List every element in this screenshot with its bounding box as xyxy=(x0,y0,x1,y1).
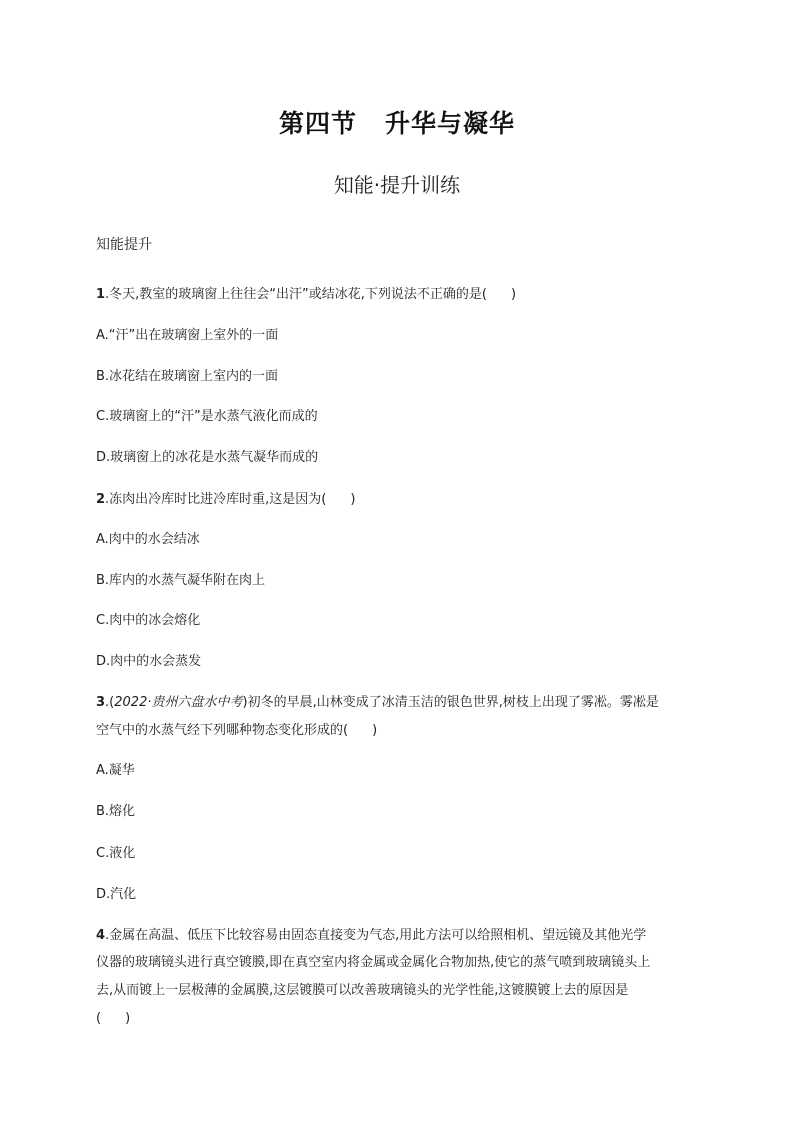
question-2-option-a[interactable]: A.肉中的水会结冰 xyxy=(96,532,200,547)
question-4-stem-line3: 去,从而镀上一层极薄的金属膜,这层镀膜可以改善玻璃镜头的光学性能,这镀膜镀上去的原因是 xyxy=(96,983,629,998)
question-2-option-d[interactable]: D.肉中的水会蒸发 xyxy=(96,654,202,669)
page-subtitle: 知能·提升训练 xyxy=(333,173,461,197)
question-3-option-c[interactable]: C.液化 xyxy=(96,846,136,861)
paren-close: ) xyxy=(511,287,517,302)
question-4-answer-paren xyxy=(96,1008,130,1030)
paren-close: ) xyxy=(350,492,356,507)
question-4-stem-line1 xyxy=(96,925,646,947)
title-topic: 升华与凝华 xyxy=(385,109,516,138)
title-section-number: 第四节 xyxy=(278,109,357,138)
paren-close: ) xyxy=(125,1011,131,1026)
question-4-stem-line2: 仪器的玻璃镜头进行真空镀膜,即在真空室内将金属或金属化合物加热,使它的蒸气喷到玻璃镜头上 xyxy=(96,955,651,970)
question-number: 2 xyxy=(96,492,106,507)
question-3-option-d[interactable]: D.汽化 xyxy=(96,887,137,902)
question-text: .冻肉出冷库时比进冷库时重,这是因为( xyxy=(105,492,327,507)
question-number: 4 xyxy=(96,928,106,943)
question-3-option-b[interactable]: B.熔化 xyxy=(96,804,136,819)
question-text: 空气中的水蒸气经下列哪种物态变化形成的( xyxy=(96,723,349,738)
question-2-stem xyxy=(96,489,355,511)
question-3-stem-line1 xyxy=(96,692,659,714)
question-1-option-c[interactable]: C.玻璃窗上的“汗”是水蒸气液化而成的 xyxy=(96,409,318,424)
question-2-option-b[interactable]: B.库内的水蒸气凝华附在肉上 xyxy=(96,573,266,588)
paren-close: ) xyxy=(372,723,378,738)
question-3-stem-line2 xyxy=(96,720,377,742)
page-title xyxy=(0,104,794,140)
question-1-stem xyxy=(96,284,516,306)
source-citation: 2022·贵州六盘水中考 xyxy=(114,695,243,710)
source-open: .( xyxy=(105,695,115,710)
question-text: .金属在高温、低压下比较容易由固态直接变为气态,用此方法可以给照相机、望远镜及其他光学 xyxy=(105,928,647,943)
question-1-option-d[interactable]: D.玻璃窗上的冰花是水蒸气凝华而成的 xyxy=(96,450,319,465)
question-number: 1 xyxy=(96,287,106,302)
question-1-option-a[interactable]: A.“汗”出在玻璃窗上室外的一面 xyxy=(96,328,279,343)
section-heading: 知能提升 xyxy=(96,237,152,253)
question-text: 初冬的早晨,山林变成了冰清玉洁的银色世界,树枝上出现了雾凇。雾凇是 xyxy=(247,695,659,710)
question-1-option-b[interactable]: B.冰花结在玻璃窗上室内的一面 xyxy=(96,369,279,384)
paren-open: ( xyxy=(96,1011,102,1026)
question-text: .冬天,教室的玻璃窗上往往会“出汗”或结冰花,下列说法不正确的是( xyxy=(105,287,487,302)
source-close: ) xyxy=(242,695,248,710)
question-2-option-c[interactable]: C.肉中的冰会熔化 xyxy=(96,613,201,628)
question-number: 3 xyxy=(96,695,106,710)
question-3-option-a[interactable]: A.凝华 xyxy=(96,763,135,778)
